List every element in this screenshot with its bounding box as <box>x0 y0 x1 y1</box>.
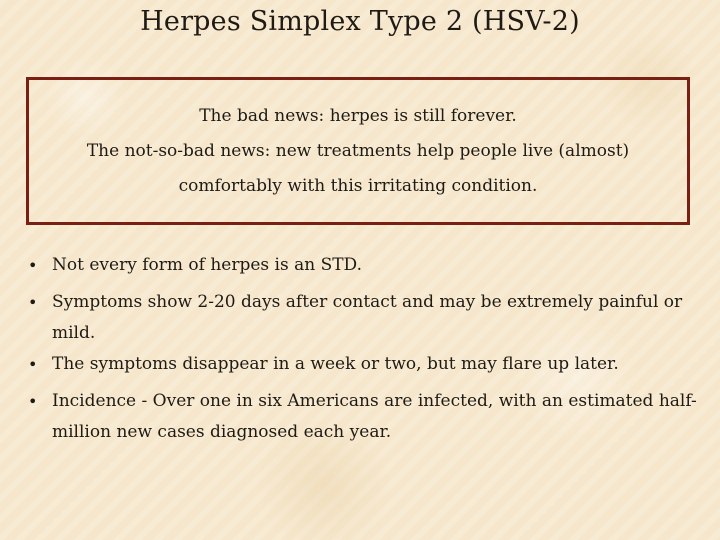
callout-line-2: The not-so-bad news: new treatments help people live (almost) comfortably with this irritating condition. <box>86 140 630 196</box>
bullet-text: Symptoms show 2-20 days after contact and may be extremely painful or mild. <box>52 292 683 343</box>
bullet-dot-icon: • <box>28 355 38 374</box>
bullet-text: Not every form of herpes is an STD. <box>52 255 362 275</box>
bullet-item <box>0 349 720 386</box>
bullet-dot-icon: • <box>28 392 38 411</box>
bullet-text: The symptoms disappear in a week or two, but may flare up later. <box>52 354 619 374</box>
bullet-item <box>0 287 720 349</box>
bullet-list <box>0 250 720 448</box>
callout-line-1: The bad news: herpes is still forever. <box>199 105 517 126</box>
bullet-dot-icon: • <box>28 256 38 275</box>
bullet-item <box>0 250 720 287</box>
bullet-text: Incidence - Over one in six Americans are infected, with an estimated half-million new cases diagnosed each year. <box>52 391 697 442</box>
bullet-item <box>0 386 720 448</box>
bullet-dot-icon: • <box>28 293 38 312</box>
callout-box <box>26 77 690 225</box>
slide-title: Herpes Simplex Type 2 (HSV-2) <box>140 6 580 37</box>
